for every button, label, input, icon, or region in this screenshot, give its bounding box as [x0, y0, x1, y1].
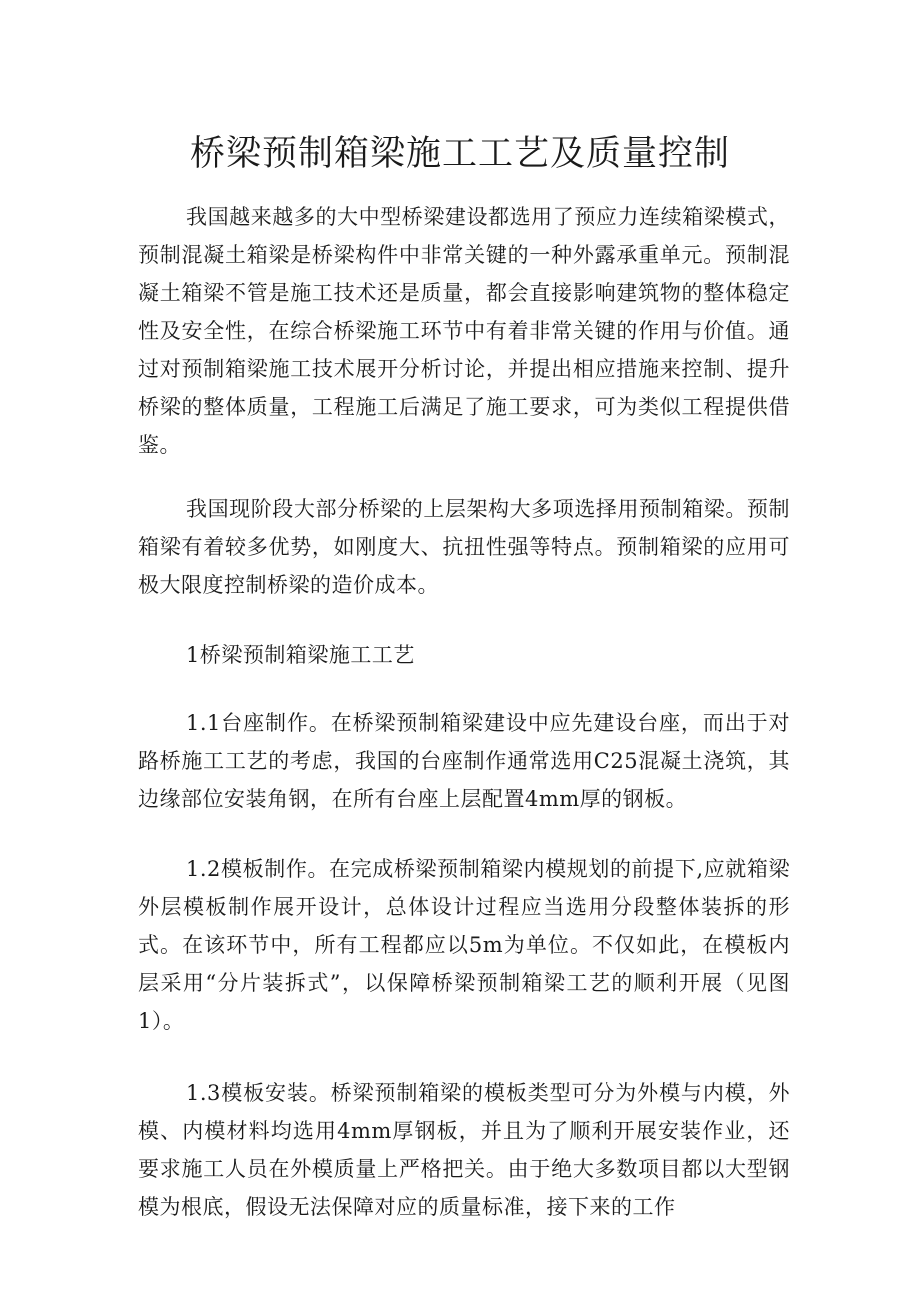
paragraph-formwork-fabrication: 1.2模板制作。在完成桥梁预制箱梁内模规划的前提下,应就箱梁外层模板制作展开设计，总体设计过程应当选用分段整体装拆的形式。在该环节中，所有工程都应以5m为单位。不仅如此，在模板内层采用“分片装拆式”，以保障桥梁预制箱梁工艺的顺利开展（见图1）。 — [138, 857, 790, 1033]
paragraph-intro: 我国越来越多的大中型桥梁建设都选用了预应力连续箱梁模式，预制混凝土箱梁是桥梁构件中非常关键的一种外露承重单元。预制混凝土箱梁不管是施工技术还是质量，都会直接影响建筑物的整体稳定性及安全性，在综合桥梁施工环节中有着非常关键的作用与价值。通过对预制箱梁施工技术展开分析讨论，并提出相应措施来控制、提升桥梁的整体质量，工程施工后满足了施工要求，可为类似工程提供借鉴。 — [138, 205, 790, 457]
paragraph-formwork-installation: 1.3模板安装。桥梁预制箱梁的模板类型可分为外模与内模，外模、内模材料均选用4mm厚钢板，并且为了顺利开展安装作业，还要求施工人员在外模质量上严格把关。由于绝大多数项目都以大型钢模为根底，假设无法保障对应的质量标准，接下来的工作 — [138, 1081, 790, 1219]
paragraph-pedestal-fabrication: 1.1台座制作。在桥梁预制箱梁建设中应先建设台座，而出于对路桥施工工艺的考虑，我国的台座制作通常选用C25混凝土浇筑，其边缘部位安装角钢，在所有台座上层配置4mm厚的钢板。 — [138, 711, 790, 811]
paragraph-background: 我国现阶段大部分桥梁的上层架构大多项选择用预制箱梁。预制箱梁有着较多优势，如刚度大、抗扭性强等特点。预制箱梁的应用可极大限度控制桥梁的造价成本。 — [138, 497, 790, 597]
document-body — [138, 198, 790, 1226]
document-title: 桥梁预制箱梁施工工艺及质量控制 — [189, 134, 730, 174]
section-heading-construction-process: 1桥梁预制箱梁施工工艺 — [186, 643, 415, 667]
